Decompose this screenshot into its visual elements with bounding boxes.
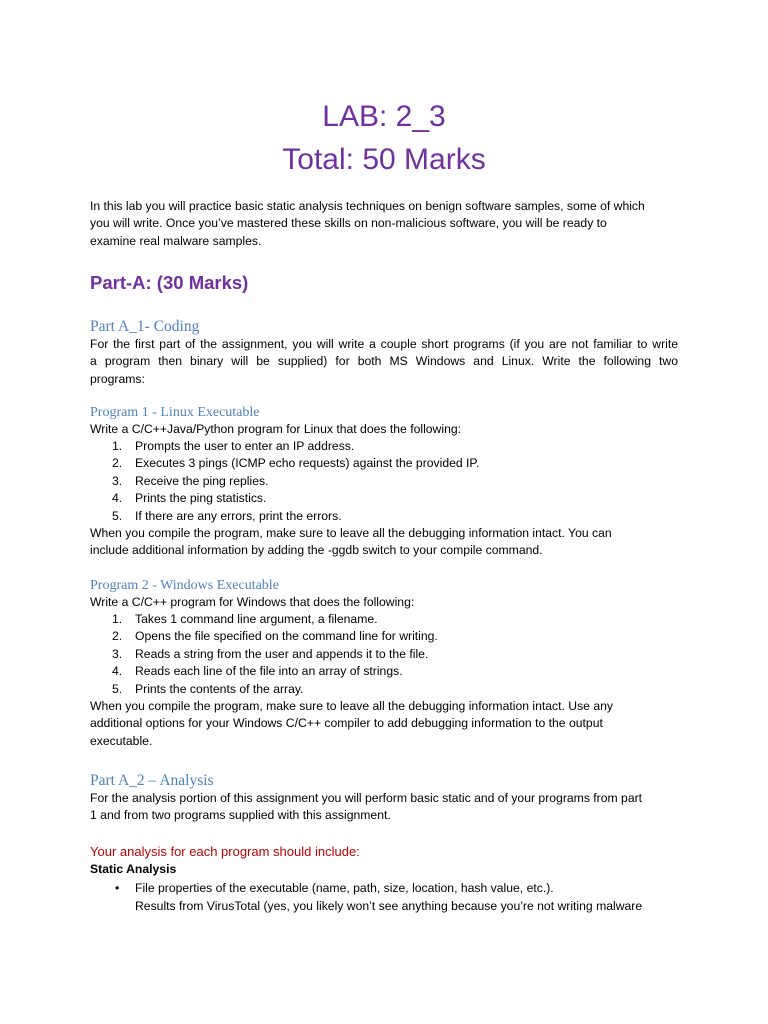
total-marks-title: Total: 50 Marks	[282, 143, 486, 176]
program2-heading: Program 2 - Windows Executable	[90, 578, 279, 593]
list-item: 5. Prints the contents of the array.	[112, 681, 304, 696]
part-a1-heading: Part A_1- Coding	[90, 318, 200, 335]
part-a2-heading: Part A_2 – Analysis	[90, 772, 214, 789]
program1-after	[90, 525, 678, 560]
body-line: programs:	[90, 371, 145, 386]
list-item: 5. If there are any errors, print the errors.	[112, 508, 342, 523]
intro-line: examine real malware samples.	[90, 233, 262, 248]
bullet-text: Results from VirusTotal (yes, you likely won’t see anything because you’re not writing malware	[135, 899, 643, 913]
list-item: 4. Reads each line of the file into an array of strings.	[112, 664, 403, 679]
list-item: 2. Executes 3 pings (ICMP echo requests) against the provided IP.	[112, 456, 480, 471]
body-line: additional options for your Windows C/C++ compiler to add debugging information to the output	[90, 716, 603, 731]
body-line: 1 and from two programs supplied with this assignment.	[90, 808, 391, 823]
list-item: 3. Receive the ping replies.	[112, 473, 269, 488]
body-line: include additional information by adding the -ggdb switch to your compile command.	[90, 543, 543, 558]
part-a2-body	[90, 790, 678, 825]
intro-line: In this lab you will practice basic static analysis techniques on benign software samples, some of which	[90, 199, 645, 213]
program1-heading: Program 1 - Linux Executable	[90, 405, 260, 420]
list-item: 1. Takes 1 command line argument, a filename.	[112, 612, 378, 626]
body-line: a program then binary will be supplied) for both MS Windows and Linux. Write the following two	[90, 354, 678, 369]
body-line: For the analysis portion of this assignment you will perform basic static and of your programs from part	[90, 791, 643, 805]
body-line: When you compile the program, make sure to leave all the debugging information intact. You can	[90, 526, 612, 540]
list-item: 1. Prompts the user to enter an IP address.	[112, 439, 355, 453]
intro-line: you will write. Once you’ve mastered these skills on non-malicious software, you will be ready to	[90, 216, 607, 231]
body-line: executable.	[90, 733, 153, 748]
static-analysis-label: Static Analysis	[90, 862, 177, 876]
program1-intro: Write a C/C++Java/Python program for Linux that does the following:	[90, 422, 462, 436]
program2-after	[90, 698, 678, 750]
analysis-include-heading: Your analysis for each program should include:	[90, 844, 360, 859]
part-a1-body	[90, 336, 678, 388]
program1-steps	[90, 438, 678, 525]
intro-paragraph	[90, 198, 678, 250]
body-line: When you compile the program, make sure to leave all the debugging information intact. Use any	[90, 699, 613, 713]
program2-intro: Write a C/C++ program for Windows that does the following:	[90, 595, 415, 609]
bullet-icon: •	[115, 881, 120, 895]
program2-steps	[90, 611, 678, 698]
lab-title: LAB: 2_3	[322, 100, 446, 133]
list-item: 2. Opens the file specified on the command line for writing.	[112, 629, 438, 644]
part-a-heading: Part-A: (30 Marks)	[90, 272, 249, 293]
body-line: For the first part of the assignment, you will write a couple short programs (if you are not familiar to write	[90, 337, 678, 351]
list-item: 3. Reads a string from the user and appends it to the file.	[112, 646, 429, 661]
list-item: 4. Prints the ping statistics.	[112, 491, 267, 506]
bullet-text: File properties of the executable (name, path, size, location, hash value, etc.).	[135, 881, 554, 895]
